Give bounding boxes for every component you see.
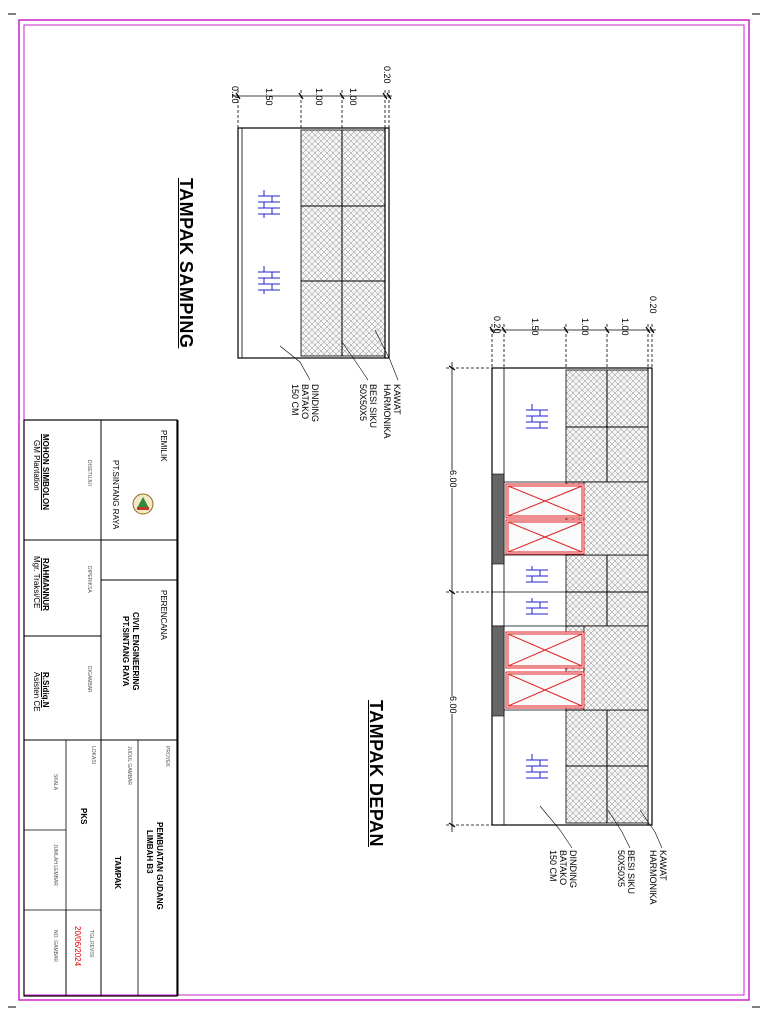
location-name: PKS — [79, 808, 88, 825]
drawn-name: R.Sidiq.N — [41, 672, 50, 708]
planner-name-2: PT.SINTANG RAYA — [121, 616, 130, 687]
front-label-besi: BESI SIKU 50X50X5 — [616, 850, 636, 895]
front-view-title: TAMPAK DEPAN — [366, 700, 386, 847]
side-label-besi: BESI SIKU 50X50X5 — [358, 384, 378, 429]
approved-label: DISETUJUI — [86, 460, 92, 486]
checked-label: DIPERIKSA — [86, 566, 92, 593]
front-width-1: 6.00 — [448, 470, 458, 488]
approved-name: MOHON SIMBOLON — [41, 434, 50, 510]
side-dim-2: 1.00 — [348, 88, 358, 106]
side-view — [232, 90, 398, 380]
drawing-title: TAMPAK — [113, 856, 122, 890]
drawing-no-label: NO. GAMBAR — [52, 930, 58, 962]
side-label-dinding: DINDING BATAKO 150 CM — [290, 384, 320, 422]
approved-role: GM Plantation — [32, 440, 41, 491]
owner-name: PT.SINTANG RAYA — [111, 460, 120, 530]
scale-label: SKALA — [52, 774, 58, 791]
drawn-role: Asisten CE — [32, 672, 41, 712]
revision-label: TGL.REVISI — [88, 930, 94, 958]
side-view-title: TAMPAK SAMPING — [176, 178, 196, 349]
front-label-dinding: DINDING BATAKO 150 CM — [548, 850, 578, 888]
planner-name-1: CIVIL ENGINEERING — [131, 612, 140, 691]
front-dim-2: 1.00 — [620, 318, 630, 336]
side-dim-5: 0.20 — [230, 86, 240, 104]
brick-symbol — [258, 190, 280, 294]
side-dim-1: 0.20 — [382, 66, 392, 84]
drawn-label: DIGAMBAR — [86, 666, 92, 693]
drawing-title-label: JUDUL GAMBAR — [126, 746, 132, 785]
project-label: PROYEK — [164, 746, 170, 767]
brick-symbol — [526, 404, 548, 778]
front-dim-3: 1.00 — [580, 318, 590, 336]
checked-role: Mgr. Traksi/CE — [32, 556, 41, 609]
front-label-kawat: KAWAT HARMONIKA — [648, 850, 668, 905]
side-dim-3: 1.00 — [314, 88, 324, 106]
planner-label: PERENCANA — [159, 590, 168, 640]
location-label: LOKASI — [90, 746, 96, 765]
side-label-kawat: KAWAT HARMONIKA — [382, 384, 402, 439]
front-dim-4: 1.50 — [530, 318, 540, 336]
project-name-2: LIMBAH B3 — [145, 830, 154, 874]
front-dim-5: 0.20 — [492, 316, 502, 334]
sheets-label: JUMLAH LEMBAR — [52, 844, 58, 886]
checked-name: RAHMANNUR — [41, 558, 50, 611]
side-dim-4: 1.50 — [264, 88, 274, 106]
owner-label: PEMILIK — [159, 430, 168, 462]
door-threshold — [492, 626, 504, 716]
front-view — [446, 324, 662, 848]
company-logo — [133, 494, 153, 514]
project-name-1: PEMBUATAN GUDANG — [155, 822, 164, 910]
door-threshold — [492, 474, 504, 564]
revision-date: 20/06/2024 — [73, 926, 82, 967]
front-dim-1: 0.20 — [648, 296, 658, 314]
front-width-2: 6.00 — [448, 696, 458, 714]
